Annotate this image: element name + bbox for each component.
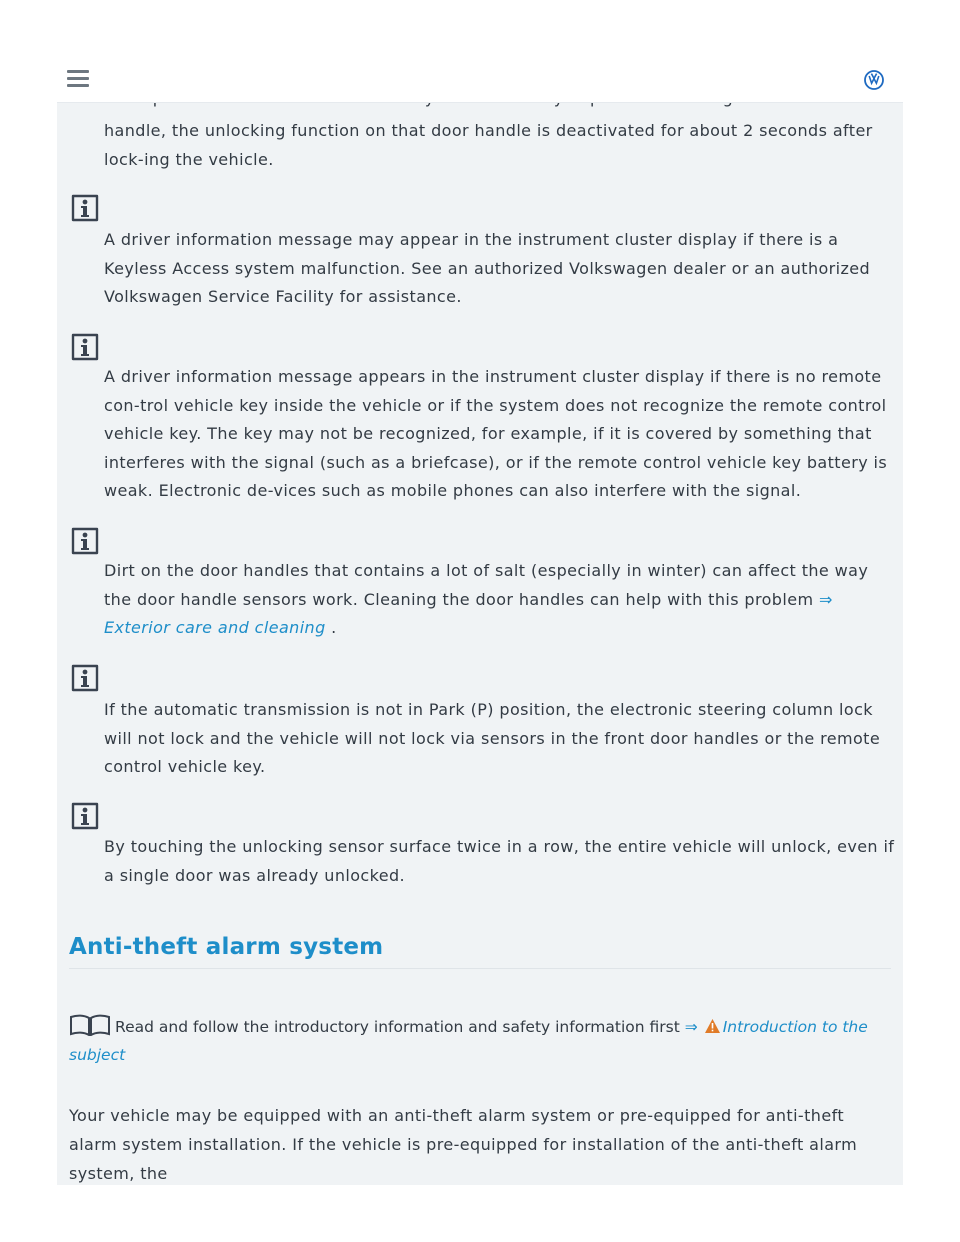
intro-arrow[interactable]: ⇒ — [684, 1018, 698, 1036]
section-title: Anti-theft alarm system — [69, 934, 891, 969]
note-text: A driver information message may appear in the instrument cluster display if there is a Keyless Access system malfunction. See an authorized Volkswagen dealer or an authorized Volkswagen Service Facility for assistance. — [104, 230, 871, 306]
note-text: handle, the unlocking function on that door handle is deactivated for about 2 seconds after lock-ing the vehicle. — [104, 121, 873, 169]
introduction-link[interactable]: Introduction to the subject — [69, 1018, 868, 1064]
section-body: Your vehicle may be equipped with an anti-theft alarm system or pre-equipped for anti-theft alarm system installation. If the vehicle is pre-equipped for installation of the anti-theft alarm system, the — [69, 1106, 858, 1183]
exterior-care-link[interactable]: ⇒ Exterior care and cleaning — [104, 589, 833, 637]
book-icon — [69, 1014, 111, 1036]
info-note-icon — [71, 664, 99, 692]
info-note-icon — [71, 527, 99, 555]
info-note-icon — [71, 333, 99, 361]
intro-text: Read and follow the introductory information and safety information first — [115, 1018, 680, 1036]
info-note-icon — [71, 802, 99, 830]
note-text: If the automatic transmission is not in Park (P) position, the electronic steering column lock will not lock and the vehicle will not lock via sensors in the front door handles or the remote control vehicle key. — [104, 700, 881, 776]
note-text-body: Dirt on the door handles that contains a lot of salt (especially in winter) can affect the way the door handle sensors work. Cleaning the door handles can help with this problem — [104, 561, 869, 609]
note-text: A driver information message appears in the instrument cluster display if there is no remote con-trol vehicle key inside the vehicle or if the system does not recognize the remote control vehicle key. The key may not be recognized, for example, if it is covered by something that interferes with the signal (such as a briefcase), or if the remote control vehicle key battery is weak. Electronic de-vices such as mobile phones can also interfere with the signal. — [104, 367, 888, 500]
vw-logo-icon[interactable] — [864, 70, 884, 90]
intro-line — [69, 1013, 891, 1069]
warning-triangle-icon — [704, 1018, 721, 1034]
note-text: By touching the unlocking sensor surface twice in a row, the entire vehicle will unlock, even if a single door was already unlocked. — [104, 837, 895, 885]
note-text-suffix: . — [325, 618, 337, 637]
note-text — [104, 557, 896, 643]
info-note-icon — [71, 194, 99, 222]
hamburger-menu-icon[interactable] — [67, 70, 89, 87]
top-header — [57, 0, 903, 103]
